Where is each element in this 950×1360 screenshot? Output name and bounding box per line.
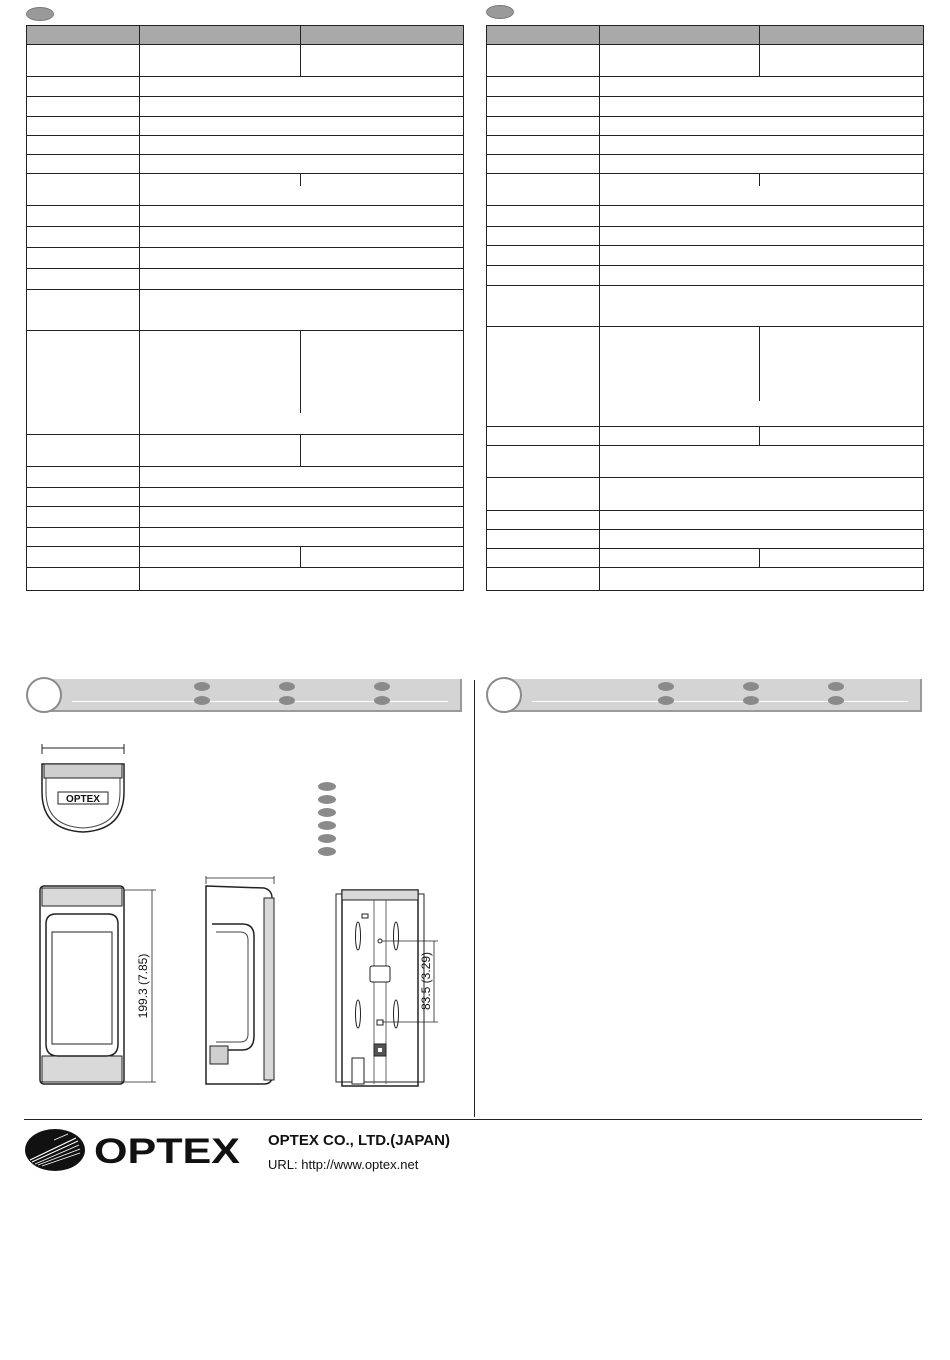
column-divider xyxy=(759,549,760,568)
language-marker xyxy=(828,696,844,705)
table-row xyxy=(487,45,923,77)
table-row xyxy=(27,97,463,117)
column-divider xyxy=(300,435,301,467)
column-divider xyxy=(300,331,301,413)
table-row xyxy=(487,446,923,478)
legend-marker xyxy=(318,821,336,830)
column-divider xyxy=(759,427,760,446)
table-row xyxy=(27,269,463,290)
table-row xyxy=(487,549,923,568)
section-header-bar xyxy=(42,679,462,712)
table-row xyxy=(27,290,463,331)
language-marker xyxy=(828,682,844,691)
optex-emblem xyxy=(24,1128,86,1172)
table-row xyxy=(27,155,463,174)
table-row xyxy=(487,327,923,427)
optex-wordmark xyxy=(94,1134,242,1166)
footer-logo-text: OPTEX xyxy=(94,1134,241,1166)
table-row xyxy=(487,117,923,136)
footer-divider xyxy=(24,1119,922,1120)
table-row xyxy=(27,568,463,589)
table-row xyxy=(487,97,923,117)
language-marker xyxy=(279,682,295,691)
section-header-dimensions xyxy=(26,677,462,713)
legend-marker xyxy=(318,847,336,856)
spec-table-header xyxy=(487,26,923,45)
column-divider xyxy=(759,174,760,186)
language-marker xyxy=(374,696,390,705)
spec-table-header xyxy=(27,26,463,45)
table-row xyxy=(487,511,923,530)
legend-marker xyxy=(318,782,336,791)
language-badge-left xyxy=(26,7,54,21)
table-row xyxy=(27,331,463,435)
table-row xyxy=(487,246,923,266)
section-header-rule xyxy=(532,701,908,702)
column-divider xyxy=(300,174,301,186)
table-row xyxy=(27,507,463,528)
table-row xyxy=(487,266,923,286)
table-row xyxy=(487,77,923,97)
section-header-bar xyxy=(502,679,922,712)
language-marker xyxy=(194,682,210,691)
legend-marker xyxy=(318,808,336,817)
table-row xyxy=(27,45,463,77)
table-row xyxy=(487,568,923,589)
table-row xyxy=(27,117,463,136)
table-row xyxy=(27,435,463,467)
table-row xyxy=(27,488,463,507)
table-row xyxy=(487,227,923,246)
language-marker xyxy=(279,696,295,705)
section-header-right xyxy=(486,677,922,713)
table-row xyxy=(27,174,463,206)
column-separator xyxy=(474,680,475,1117)
language-marker xyxy=(743,682,759,691)
language-marker xyxy=(374,682,390,691)
url-link[interactable]: http://www.optex.net xyxy=(301,1157,419,1172)
table-row xyxy=(487,174,923,206)
language-marker xyxy=(743,696,759,705)
column-divider xyxy=(759,26,760,77)
table-row xyxy=(27,227,463,248)
section-number-circle xyxy=(26,677,62,713)
language-marker xyxy=(658,696,674,705)
side-view-drawing xyxy=(202,876,282,1088)
product-logo: OPTEX xyxy=(66,794,100,805)
hole-pitch-label: 83.5 (3.29) xyxy=(419,951,433,1011)
legend-marker xyxy=(318,795,336,804)
table-row xyxy=(487,427,923,446)
table-row xyxy=(487,155,923,174)
height-dimension-label: 199.3 (7.85) xyxy=(136,953,150,1019)
url-label: URL: xyxy=(268,1157,298,1172)
section-number-circle xyxy=(486,677,522,713)
column-divider xyxy=(599,26,600,590)
spec-table-left xyxy=(26,25,464,591)
table-row xyxy=(487,136,923,155)
column-divider xyxy=(759,327,760,401)
language-marker xyxy=(658,682,674,691)
table-row xyxy=(27,528,463,547)
legend-marker xyxy=(318,834,336,843)
table-row xyxy=(487,206,923,227)
table-row xyxy=(487,286,923,327)
table-row xyxy=(27,547,463,568)
table-row xyxy=(27,136,463,155)
top-view-drawing xyxy=(36,744,132,836)
table-row xyxy=(487,530,923,549)
table-row xyxy=(27,467,463,488)
column-divider xyxy=(300,547,301,568)
column-divider xyxy=(300,26,301,77)
table-row xyxy=(27,206,463,227)
front-view-drawing xyxy=(36,884,166,1088)
language-marker xyxy=(194,696,210,705)
column-divider xyxy=(139,26,140,590)
section-header-rule xyxy=(72,701,448,702)
table-row xyxy=(487,478,923,511)
rear-view-drawing xyxy=(334,884,444,1090)
company-name: OPTEX CO., LTD.(JAPAN) xyxy=(268,1132,450,1149)
spec-table-right xyxy=(486,25,924,591)
table-row xyxy=(27,77,463,97)
table-row xyxy=(27,248,463,269)
language-badge-right xyxy=(486,5,514,19)
company-url[interactable] xyxy=(268,1157,418,1172)
